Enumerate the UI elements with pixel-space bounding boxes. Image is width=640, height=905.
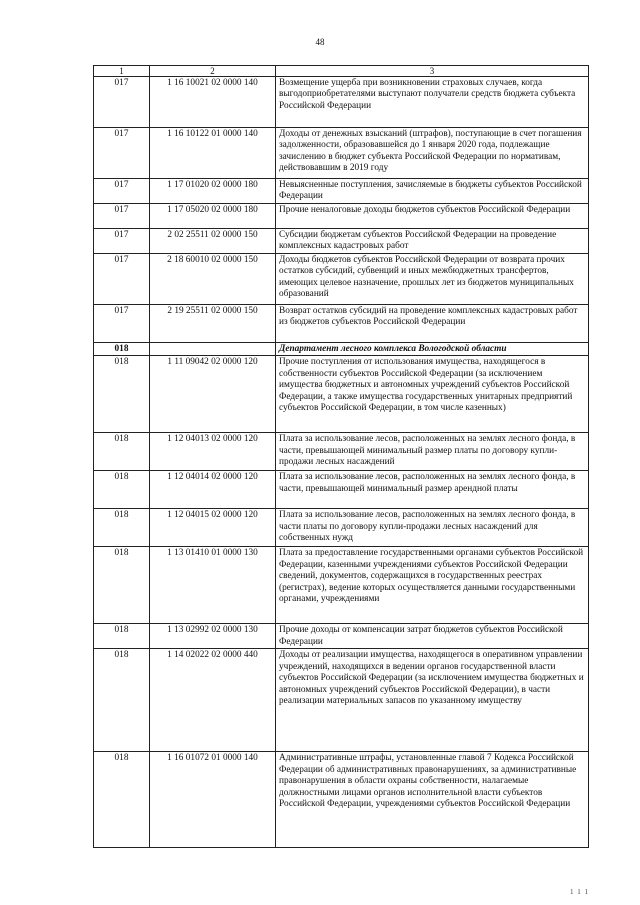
department-row xyxy=(94,343,589,356)
income-code-cell: 1 12 04015 02 0000 120 xyxy=(150,509,276,547)
income-code-cell: 1 11 09042 02 0000 120 xyxy=(150,356,276,433)
admin-code-cell: 017 xyxy=(94,305,150,343)
table-row xyxy=(94,547,589,624)
income-code-cell: 1 16 10122 01 0000 140 xyxy=(150,128,276,179)
table-header-row xyxy=(94,66,589,77)
admin-code-cell: 017 xyxy=(94,204,150,229)
table-row xyxy=(94,433,589,471)
footer-mark: 1 1 1 xyxy=(570,888,589,896)
income-code-cell: 1 12 04014 02 0000 120 xyxy=(150,471,276,509)
table-row xyxy=(94,649,589,752)
income-name-cell: Плата за предоставление государственными органами субъектов Российской Федерации, казенными учреждениями субъектов Российской Федерации сведений, документов, содержащихся в государственных реестрах (регистрах), ведение которых осуществляется данными государственными органами, учреждениями xyxy=(276,547,589,624)
income-code-cell: 1 13 01410 01 0000 130 xyxy=(150,547,276,624)
table-row xyxy=(94,229,589,254)
income-name-cell: Субсидии бюджетам субъектов Российской Федерации на проведение комплексных кадастровых работ xyxy=(276,229,589,254)
table-row xyxy=(94,128,589,179)
table-row xyxy=(94,471,589,509)
income-code-cell: 2 18 60010 02 0000 150 xyxy=(150,254,276,305)
table-row xyxy=(94,624,589,649)
revenue-classification-table xyxy=(93,65,589,848)
admin-code-cell: 018 xyxy=(94,752,150,848)
income-code-cell: 1 16 01072 01 0000 140 xyxy=(150,752,276,848)
table-row xyxy=(94,204,589,229)
column-header-2: 2 xyxy=(150,66,276,77)
income-code-cell: 2 19 25511 02 0000 150 xyxy=(150,305,276,343)
income-name-cell: Доходы бюджетов субъектов Российской Федерации от возврата прочих остатков субсидий, субвенций и иных межбюджетных трансфертов, имеющих целевое назначение, прошлых лет из бюджетов муниципальных образований xyxy=(276,254,589,305)
income-name-cell: Плата за использование лесов, расположенных на землях лесного фонда, в части, превышающей минимальный размер арендной платы xyxy=(276,471,589,509)
income-name-cell: Административные штрафы, установленные главой 7 Кодекса Российской Федерации об административных правонарушениях, за административные правонарушения в области охраны собственности, налагаемые должностными лицами органов исполнительной власти субъектов Российской Федерации, учреждениями субъектов Российской Федерации xyxy=(276,752,589,848)
admin-code-cell: 018 xyxy=(94,356,150,433)
income-name-cell: Возврат остатков субсидий на проведение комплексных кадастровых работ из бюджетов субъектов Российской Федерации xyxy=(276,305,589,343)
table-row xyxy=(94,179,589,204)
admin-code-cell: 018 xyxy=(94,471,150,509)
table-row xyxy=(94,752,589,848)
admin-code-cell: 018 xyxy=(94,624,150,649)
income-name-cell: Плата за использование лесов, расположенных на землях лесного фонда, в части, превышающей минимальный размер платы по договору купли-продажи лесных насаждений xyxy=(276,433,589,471)
income-name-cell: Невыясненные поступления, зачисляемые в бюджеты субъектов Российской Федерации xyxy=(276,179,589,204)
income-name-cell: Доходы от реализации имущества, находящегося в оперативном управлении учреждений, находящихся в ведении органов государственной власти субъектов Российской Федерации (за исключением имущества бюджетных и автономных учреждений субъектов Российской Федерации), в части реализации материальных запасов по указанному имуществу xyxy=(276,649,589,752)
column-header-1: 1 xyxy=(94,66,150,77)
page-number: 48 xyxy=(315,37,325,47)
income-name-cell: Плата за использование лесов, расположенных на землях лесного фонда, в части платы по договору купли-продажи лесных насаждений для собственных нужд xyxy=(276,509,589,547)
income-name-cell: Прочие доходы от компенсации затрат бюджетов субъектов Российской Федерации xyxy=(276,624,589,649)
income-name-cell: Возмещение ущерба при возникновении страховых случаев, когда выгодоприобретателями выступают получатели средств бюджета субъекта Российской Федерации xyxy=(276,77,589,128)
table-row xyxy=(94,305,589,343)
income-name-cell: Прочие неналоговые доходы бюджетов субъектов Российской Федерации xyxy=(276,204,589,229)
table-row xyxy=(94,356,589,433)
income-code-cell: 1 12 04013 02 0000 120 xyxy=(150,433,276,471)
income-code-cell: 1 13 02992 02 0000 130 xyxy=(150,624,276,649)
admin-code-cell: 018 xyxy=(94,649,150,752)
admin-code-cell: 018 xyxy=(94,343,150,356)
income-code-cell: 1 17 01020 02 0000 180 xyxy=(150,179,276,204)
income-code-cell xyxy=(150,343,276,356)
income-code-cell: 1 16 10021 02 0000 140 xyxy=(150,77,276,128)
admin-code-cell: 017 xyxy=(94,229,150,254)
admin-code-cell: 018 xyxy=(94,509,150,547)
income-name-cell: Департамент лесного комплекса Вологодской области xyxy=(276,343,589,356)
income-code-cell: 2 02 25511 02 0000 150 xyxy=(150,229,276,254)
admin-code-cell: 017 xyxy=(94,179,150,204)
income-name-cell: Прочие поступления от использования имущества, находящегося в собственности субъектов Российской Федерации (за исключением имущества бюджетных и автономных учреждений субъектов Российской Федерации, а также имущества государственных унитарных предприятий субъектов Российской Федерации, в том числе казенных) xyxy=(276,356,589,433)
admin-code-cell: 017 xyxy=(94,77,150,128)
table-row xyxy=(94,254,589,305)
table-row xyxy=(94,509,589,547)
admin-code-cell: 017 xyxy=(94,128,150,179)
admin-code-cell: 017 xyxy=(94,254,150,305)
table-row xyxy=(94,77,589,128)
income-name-cell: Доходы от денежных взысканий (штрафов), поступающие в счет погашения задолженности, образовавшейся до 1 января 2020 года, подлежащие зачислению в бюджет субъекта Российской Федерации по нормативам, действовавшим в 2019 году xyxy=(276,128,589,179)
income-code-cell: 1 17 05020 02 0000 180 xyxy=(150,204,276,229)
column-header-3: 3 xyxy=(276,66,589,77)
admin-code-cell: 018 xyxy=(94,433,150,471)
admin-code-cell: 018 xyxy=(94,547,150,624)
income-code-cell: 1 14 02022 02 0000 440 xyxy=(150,649,276,752)
